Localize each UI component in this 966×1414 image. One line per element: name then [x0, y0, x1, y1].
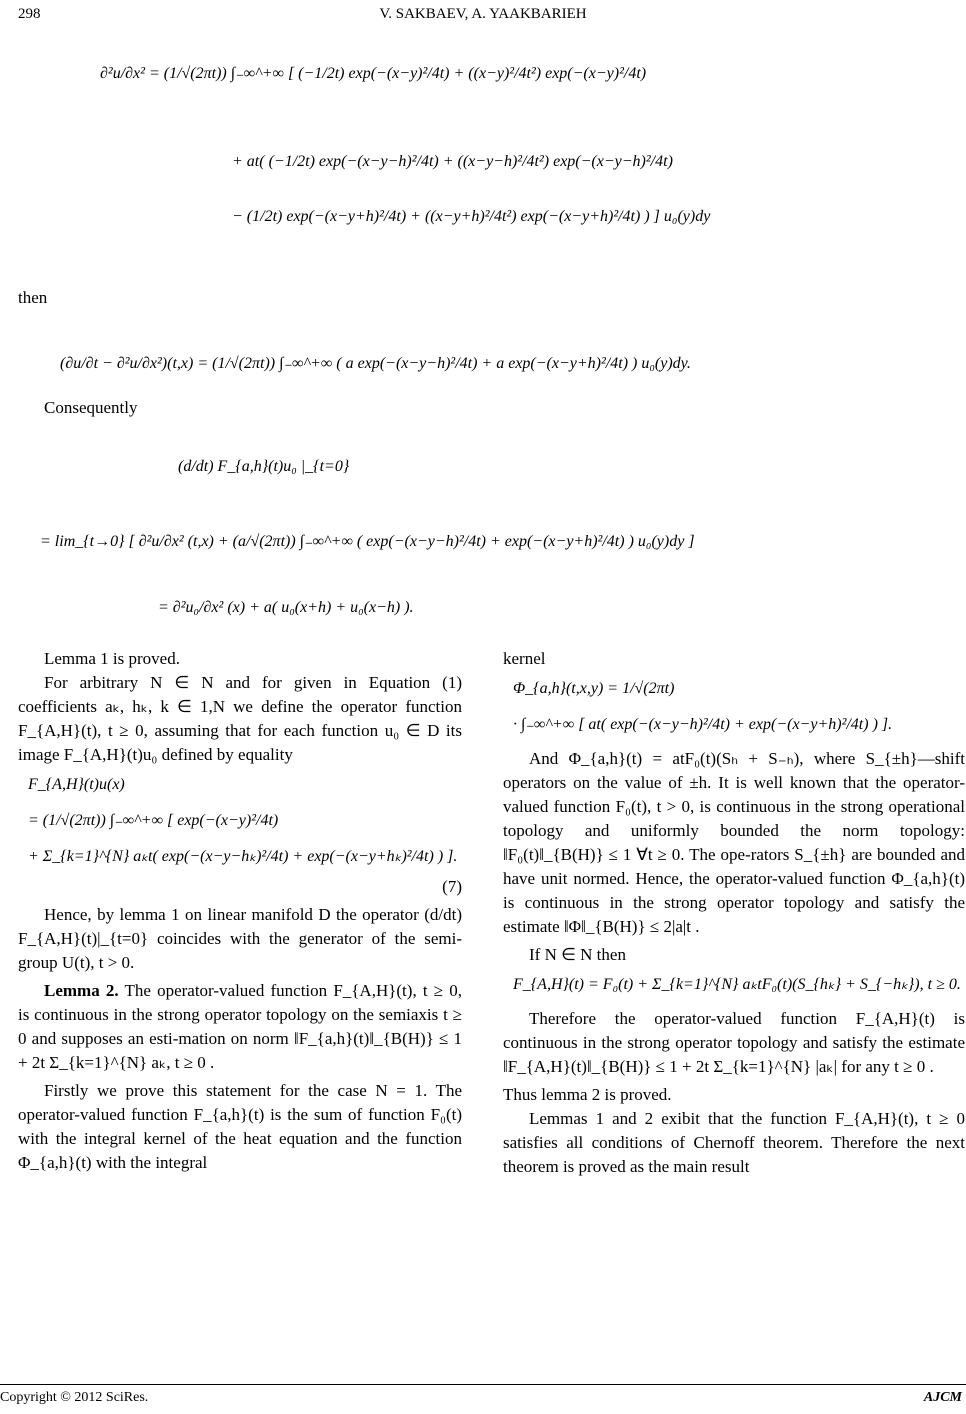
equation-line: F_{A,H}(t)u(x): [28, 776, 125, 793]
footer-divider: [0, 1384, 966, 1385]
equation-line: ∂²u/∂x² = (1/√(2πt)) ∫₋∞^+∞ [ (−1/2t) exp(−(x−y)²/4t) + ((x−y)²/4t²) exp(−(x−y)²/4t): [100, 65, 647, 82]
equation-line: = lim_{t→0} [ ∂²u/∂x² (t,x) + (a/√(2πt)) ∫₋∞^+∞ ( exp(−(x−y−h)²/4t) + exp(−(x−y+h)²/4t) ) u₀(y)dy ]: [40, 533, 695, 550]
lemma2-label: Lemma 2.: [44, 981, 119, 1000]
equation-number: (7): [442, 877, 462, 896]
equation-line: · ∫₋∞^+∞ [ at( exp(−(x−y−h)²/4t) + exp(−(x−y+h)²/4t) ) ].: [513, 716, 893, 733]
equation-line: = ∂²u₀/∂x² (x) + a( u₀(x+h) + u₀(x−h) ).: [158, 599, 414, 616]
paragraph: Firstly we prove this statement for the case N = 1. The operator-valued function F_{a,h}(t) is the sum of function F₀(t) with the integral kernel of the heat equation and the function Φ_{a,h}(t) with the integral: [18, 1081, 462, 1172]
paragraph: And Φ_{a,h}(t) = atF₀(t)(Sₕ + S₋ₕ), where S_{±h}—shift operators on the value of ±h. It is well known that the operator-valued function F₀(t), t > 0, is continuous in the strong operational topology and uniformly bounded the norm topology: ‖F₀(t)‖_{B(H)} ≤ 1 ∀t ≥ 0. The ope-rators S_{±h} are bounded and have unit normed. Hence, the operator-valued function Φ_{a,h}(t) is continuous in the strong operator topology and satisfy the estimate ‖Φ‖_{B(H)} ≤ 2|a|t .: [503, 749, 965, 936]
equation-line: Φ_{a,h}(t,x,y) = 1/√(2πt): [513, 680, 675, 697]
equation-line: + Σ_{k=1}^{N} aₖt( exp(−(x−y−hₖ)²/4t) + exp(−(x−y+hₖ)²/4t) ) ].: [28, 848, 458, 865]
running-header: V. SAKBAEV, A. YAAKBARIEH: [379, 6, 587, 22]
text-consequently: Consequently: [44, 398, 138, 417]
paragraph: Hence, by lemma 1 on linear manifold D the operator (d/dt) F_{A,H}(t)|_{t=0} coincides with the generator of the semi-group U(t), t > 0.: [18, 905, 462, 972]
paragraph: Therefore the operator-valued function F_{A,H}(t) is continuous in the strong operator topology and satisfy the estimate ‖F_{A,H}(t)‖_{B(H)} ≤ 1 + 2t Σ_{k=1}^{N} |aₖ| for any t ≥ 0 .: [503, 1009, 965, 1076]
text-kernel: kernel: [503, 649, 546, 668]
right-column: [503, 647, 965, 1179]
paragraph: For arbitrary N ∈ N and for given in Equation (1) coefficients aₖ, hₖ, k ∈ 1,N we define the operator function F_{A,H}(t), t ≥ 0, assuming that for each function u₀ ∈ D its image F_{A,H}(t)u₀ defined by equality: [18, 673, 462, 764]
left-column: [18, 647, 462, 1175]
equation-if: F_{A,H}(t) = F₀(t) + Σ_{k=1}^{N} aₖtF₀(t)(S_{hₖ} + S_{−hₖ}), t ≥ 0.: [513, 976, 961, 993]
copyright: Copyright © 2012 SciRes.: [0, 1390, 149, 1405]
text-if: If N ∈ N then: [529, 945, 626, 964]
lemma1-proved: Lemma 1 is proved.: [44, 649, 180, 668]
paragraph: Lemmas 1 and 2 exibit that the function F_{A,H}(t), t ≥ 0 satisfies all conditions of Chernoff theorem. Therefore the next theorem is proved as the main result: [503, 1109, 965, 1176]
lemma2: [18, 979, 462, 1075]
text-thus: Thus lemma 2 is proved.: [503, 1085, 672, 1104]
equation-line: (d/dt) F_{a,h}(t)u₀ |_{t=0}: [178, 458, 350, 475]
equation-then: (∂u/∂t − ∂²u/∂x²)(t,x) = (1/√(2πt)) ∫₋∞^+∞ ( a exp(−(x−y−h)²/4t) + a exp(−(x−y+h)²/4t) ) u₀(y)dy.: [60, 355, 691, 372]
equation-line: + at( (−1/2t) exp(−(x−y−h)²/4t) + ((x−y−h)²/4t²) exp(−(x−y−h)²/4t): [232, 153, 673, 170]
equation-line: − (1/2t) exp(−(x−y+h)²/4t) + ((x−y+h)²/4t²) exp(−(x−y+h)²/4t) ) ] u₀(y)dy: [232, 208, 711, 225]
equation-line: = (1/√(2πt)) ∫₋∞^+∞ [ exp(−(x−y)²/4t): [28, 812, 279, 829]
journal-name: AJCM: [923, 1390, 962, 1405]
page-number: 298: [18, 6, 41, 22]
text-then: then: [18, 288, 48, 307]
lemma2-text: The operator-valued function F_{A,H}(t), t ≥ 0, is continuous in the strong operator topology on the semiaxis t ≥ 0 and supposes an esti-mation on norm ‖F_{a,h}(t)‖_{B(H)} ≤ 1 + 2t Σ_{k=1}^{N} aₖ, t ≥ 0 .: [18, 981, 462, 1072]
